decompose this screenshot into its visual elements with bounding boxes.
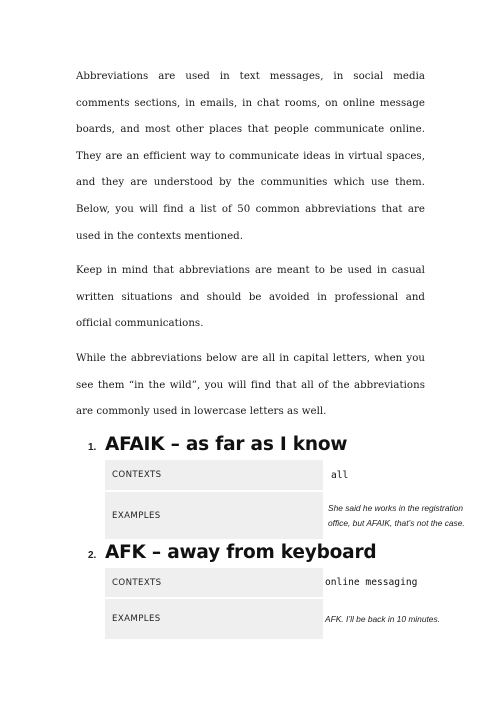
entry-heading-afk [88,542,376,563]
examples-label: EXAMPLES [105,599,323,639]
contexts-label: CONTEXTS [105,460,323,490]
contexts-value: all [331,469,349,481]
examples-value: AFK. I’ll be back in 10 minutes. [325,613,440,624]
entry-title: AFK – away from keyboard [105,542,377,563]
intro-paragraph-1: Abbreviations are used in text messages, in social media comments sections, in emails, in chat rooms, on online message boards, and most other places that people communicate online. They are an efficient way to communicate ideas in virtual spaces, and they are understood by the communities which use them. Below, you will find a list of 50 common abbreviations that are used in the contexts mentioned. [76,71,425,242]
contexts-row [105,568,480,597]
intro-paragraph-2: Keep in mind that abbreviations are meant to be used in casual written situations and should be avoided in professional and official communications. [76,265,425,330]
entry-number: 1. [88,442,97,453]
intro-paragraph-3: While the abbreviations below are all in capital letters, when you see them “in the wild”, you will find that all of the abbreviations are commonly used in lowercase letters as well. [76,353,425,418]
contexts-row [105,460,480,490]
contexts-value: online messaging [325,577,418,588]
contexts-label: CONTEXTS [105,568,323,597]
entry-heading-afaik [88,434,347,455]
entry-table-afk [105,568,480,639]
examples-row [105,490,480,539]
examples-row [105,597,480,639]
entry-table-afaik [105,460,480,539]
examples-value: She said he works in the registration office, but AFAIK, that’s not the case. [328,502,465,528]
entry-title: AFAIK – as far as I know [105,434,348,455]
entry-number: 2. [88,550,97,561]
examples-label: EXAMPLES [105,492,323,539]
